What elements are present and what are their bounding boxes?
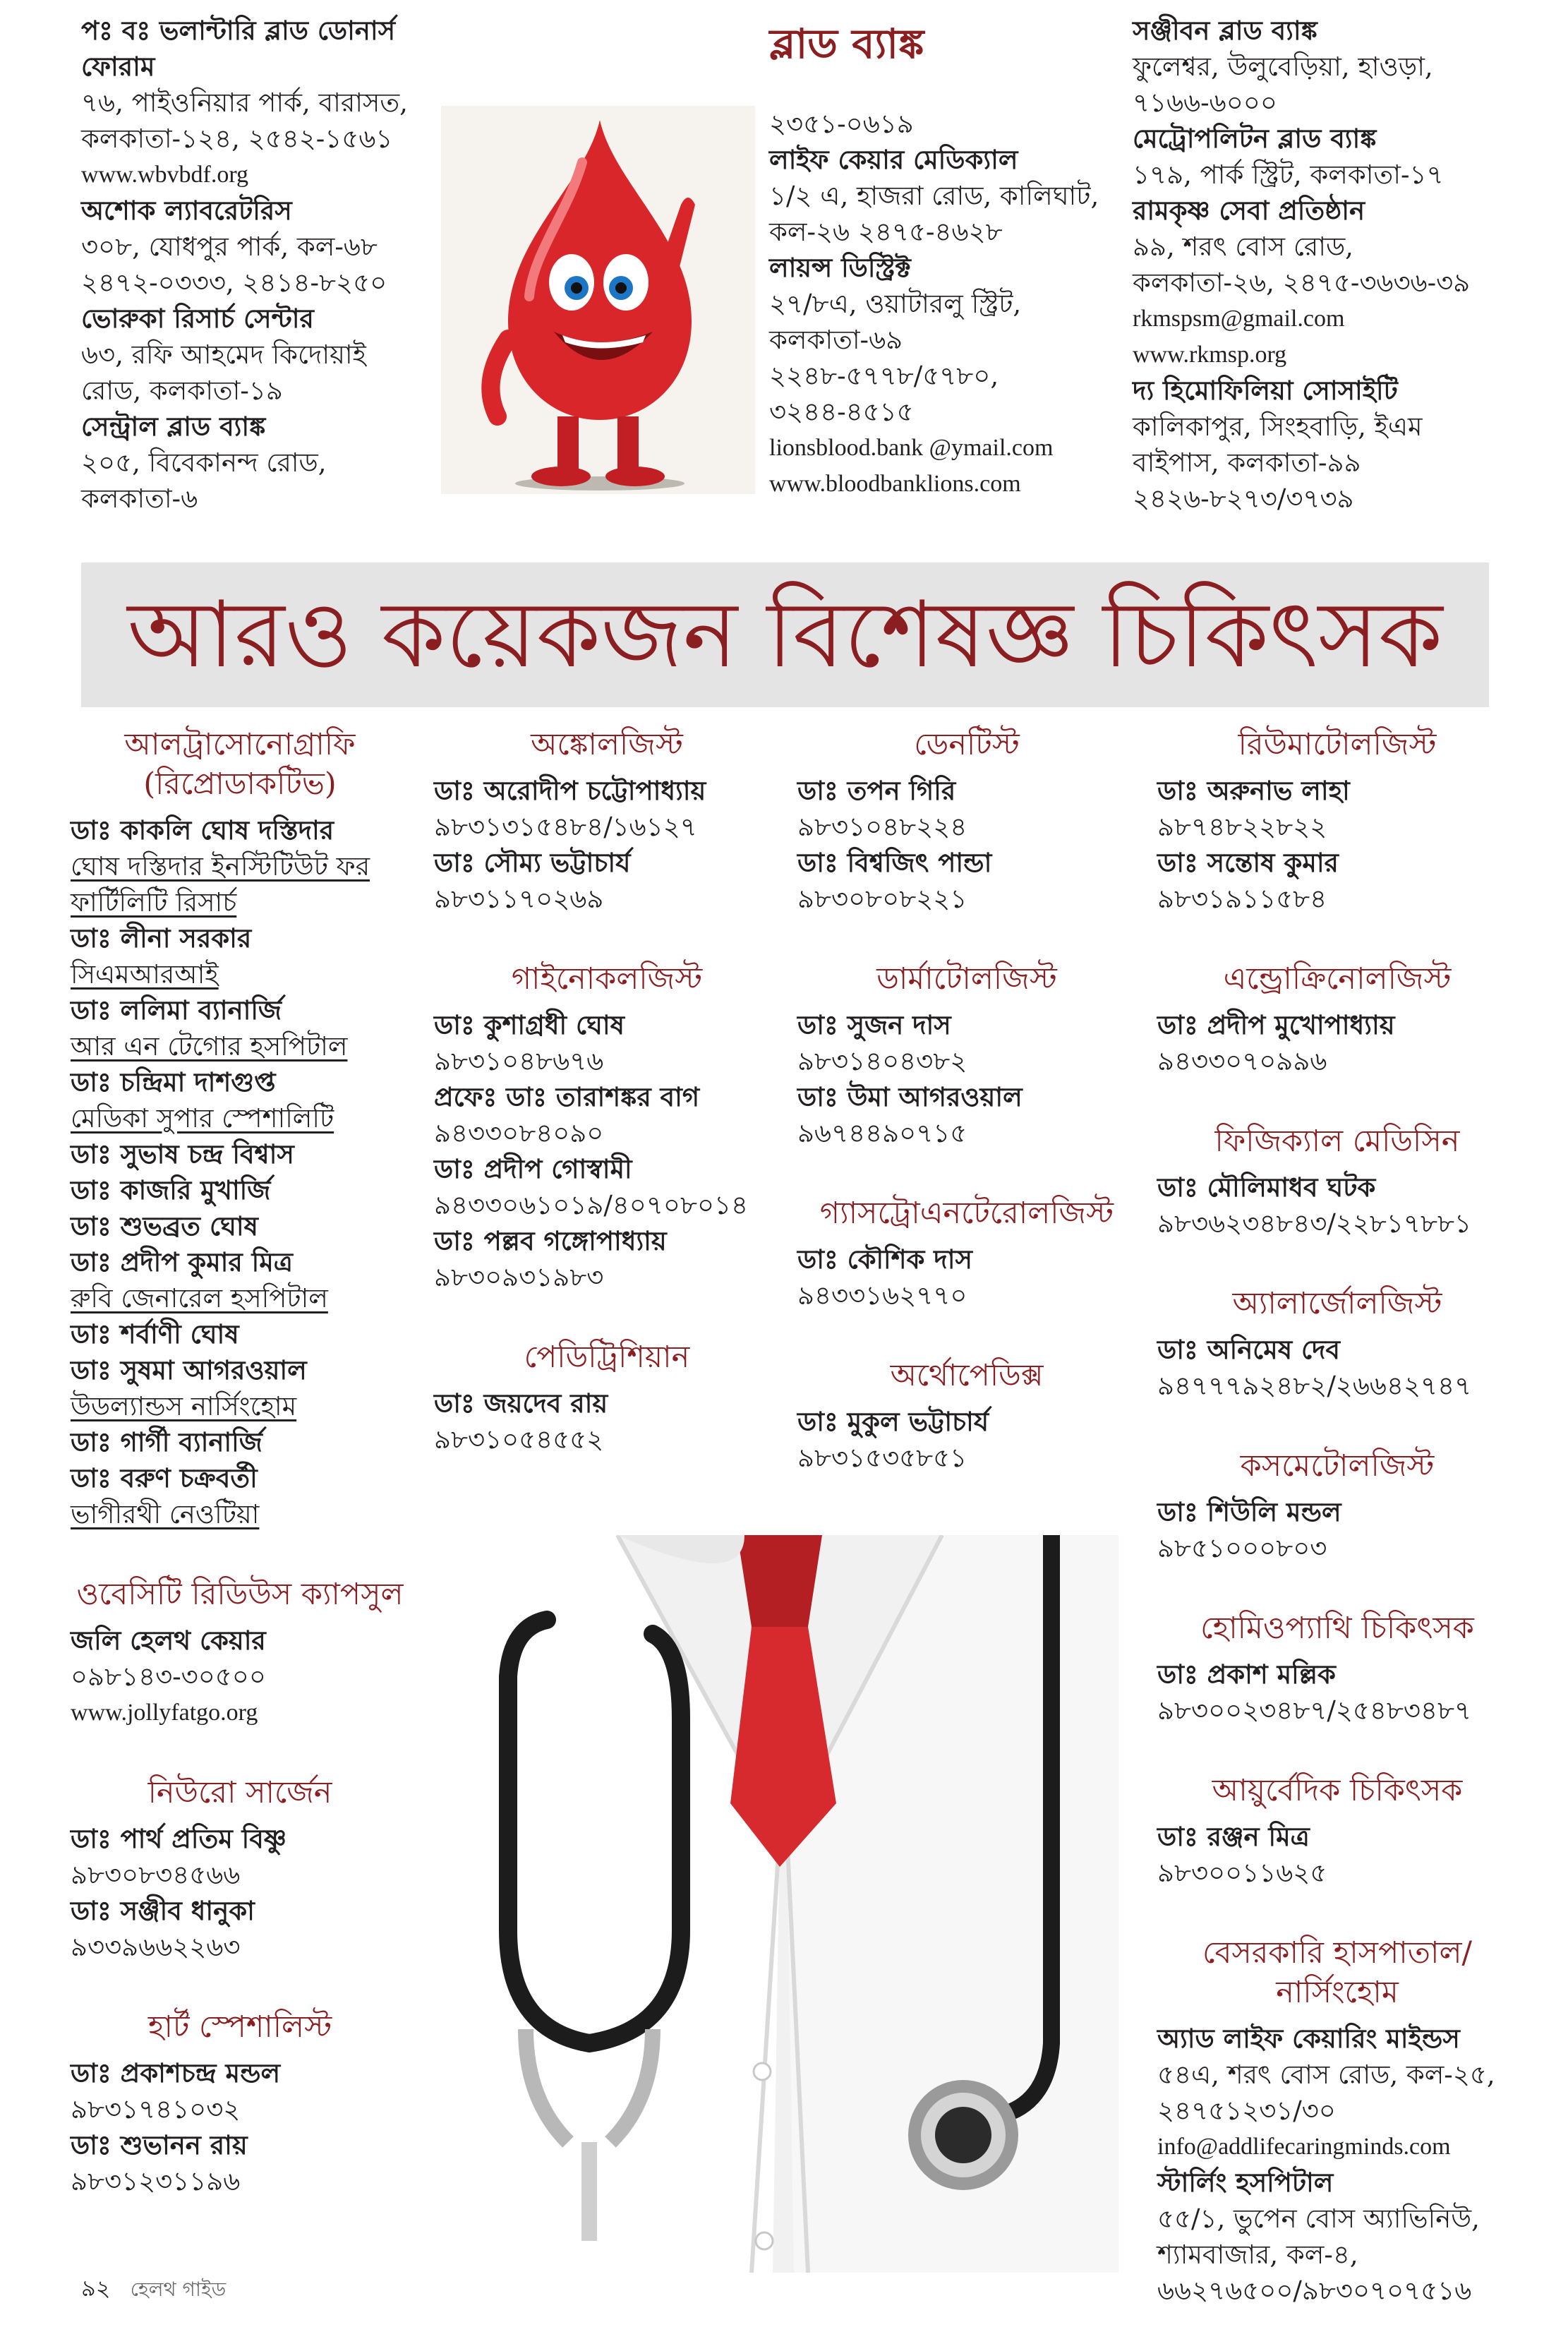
entry-name: পঃ বঃ ভলান্টারি ব্লাড ডোনার্স ফোরাম: [81, 15, 396, 82]
specialists-col-4: [1157, 725, 1517, 2351]
entry-detail: ৭৬, পাইওনিয়ার পার্ক, বারাসত, কলকাতা-১২৪, ২৫৪২-১৫৬১: [81, 88, 408, 154]
entry-name: ডাঃ শর্বাণী ঘোষ: [71, 1318, 239, 1349]
entry-name: ডাঃ পার্থ প্রতিম বিষ্ণু: [71, 1823, 287, 1854]
specialty-section: [71, 1575, 409, 1731]
magazine-name: হেলথ গাইড: [130, 2278, 227, 2301]
entry-detail: ৯৮৩১০৪৮৬৭৬: [434, 1046, 604, 1076]
entry-detail: ৯৪৩৩০৭০৯৯৬: [1157, 1046, 1327, 1076]
entry-detail: ৯৪৭৭৭৯২৪৮২/২৬৬৪২৭৪৭: [1157, 1371, 1472, 1401]
entry-name: ডাঃ অরুনাভ লাহা: [1157, 775, 1350, 806]
specialty-heading: ওবেসিটি রিডিউস ক্যাপসুল: [76, 1577, 404, 1612]
entry-name: ডাঃ সন্তোষ কুমার: [1157, 847, 1339, 878]
entry-name: ডাঃ রঞ্জন মিত্র: [1157, 1821, 1310, 1852]
specialty-section: [1157, 1446, 1517, 1566]
specialty-section: [1157, 1122, 1517, 1241]
specialty-heading: গ্যাসট্রোএনটেরোলজিস্ট: [819, 1196, 1114, 1231]
entry-detail: ৯৮৩১৩১৫৪৮৪/১৬১২৭: [434, 812, 697, 842]
entry-detail: ০৯৮১৪৩-৩০৫০০: [71, 1661, 266, 1692]
entry-name: ডাঃ প্রদীপ কুমার মিত্র: [71, 1246, 293, 1277]
entry-link: rkmspsm@gmail.com: [1133, 306, 1345, 332]
entry-name: সেন্ট্রাল ব্লাড ব্যাঙ্ক: [81, 411, 266, 442]
entry-detail: ৯৬৭৪৪৯০৭১৫: [797, 1118, 967, 1148]
entry-institution: ঘোষ দস্তিদার ইনস্টিটিউট ফর ফার্টিলিটি রিসার্চ: [71, 851, 370, 918]
specialty-heading: নিউরো সার্জেন: [147, 1775, 332, 1810]
entry-name: মেট্রোপলিটন ব্লাড ব্যাঙ্ক: [1133, 123, 1377, 154]
entry-name: ডাঃ মুকুল ভট্টাচার্য: [797, 1406, 989, 1437]
entry-detail: ২০৫, বিবেকানন্দ রোড, কলকাতা-৬: [81, 447, 327, 514]
entry-detail: ২৩৫১-০৬১৯: [769, 109, 914, 139]
entry-detail: ৯৮৩১০৪৮২২৪: [797, 812, 967, 842]
entry-name: ডাঃ লীনা সরকার: [71, 922, 252, 954]
entry-name: ডাঃ শিউলি মন্ডল: [1157, 1496, 1341, 1527]
specialists-col-2: [434, 725, 780, 1500]
entry-name: ডাঃ বরুণ চক্রবর্তী: [71, 1462, 258, 1493]
specialty-section: [71, 725, 409, 1532]
entry-detail: ৯৮৩০০২৩৪৮৭/২৫৪৮৩৪৮৭: [1157, 1695, 1472, 1726]
entry-name: ভোরুকা রিসার্চ সেন্টার: [81, 303, 314, 334]
specialty-heading: হার্ট স্পেশালিস্ট: [147, 2009, 332, 2045]
entry-institution: আর এন টেগোর হসপিটাল: [71, 1031, 348, 1062]
entry-institution: ভাগীরথী নেওটিয়া: [71, 1499, 260, 1529]
entry-detail: ৯৪৩৩১৬২৭৭০: [797, 1280, 967, 1311]
entry-name: লাইফ কেয়ার মেডিক্যাল: [769, 144, 1018, 175]
entry-detail: ১৭৯, পার্ক স্ট্রিট, কলকাতা-১৭: [1133, 160, 1444, 190]
specialty-heading: বেসরকারি হাসপাতাল/নার্সিংহোম: [1202, 1935, 1472, 2010]
entry-detail: ৯৮৫১০০০৮০৩: [1157, 1533, 1327, 1563]
specialty-section: [797, 725, 1136, 917]
specialty-heading: কসমেটোলজিস্ট: [1240, 1448, 1435, 1484]
entry-name: ডাঃ প্রদীপ গোস্বামী: [434, 1153, 632, 1184]
page-footer: [81, 2274, 226, 2304]
entry-name: ডাঃ প্রকাশচন্দ্র মন্ডল: [71, 2057, 281, 2088]
blood-bank-title: ব্লাড ব্যাঙ্ক: [769, 20, 924, 68]
entry-name: ডাঃ সুষমা আগরওয়াল: [71, 1354, 307, 1385]
entry-name: ডাঃ সৌম্য ভট্টাচার্য: [434, 847, 631, 878]
entry-name: লায়ন্স ডিস্ট্রিক্ট: [769, 252, 911, 283]
entry-name: স্টার্লিং হসপিটাল: [1157, 2167, 1334, 2198]
entry-link: lionsblood.bank @ymail.com: [769, 435, 1054, 461]
entry-detail: ৯৮৩১৯১১৫৮৪: [1157, 884, 1327, 914]
entry-name: ডাঃ কৌশিক দাস: [797, 1244, 972, 1275]
main-title: আরও কয়েকজন বিশেষজ্ঞ চিকিৎসক: [127, 581, 1443, 688]
entry-name: ডাঃ বিশ্বজিৎ পান্ডা: [797, 847, 992, 878]
specialty-section: [1157, 1284, 1517, 1404]
entry-detail: ৯৮৩১১৭০২৬৯: [434, 884, 604, 914]
entry-detail: ৩০৮, যোধপুর পার্ক, কল-৬৮ ২৪৭২-০৩৩৩, ২৪১৪-৮২৫০: [81, 232, 387, 298]
entry-name: ডাঃ অরোদীপ চট্টোপাধ্যায়: [434, 775, 706, 806]
entry-detail: ৯৮৩০৮৩৪৫৬৬: [71, 1860, 241, 1890]
entry-name: অশোক ল্যাবরেটরিস: [81, 195, 292, 226]
page-number: ৯২: [81, 2275, 111, 2302]
specialty-heading: ডার্মাটোলজিস্ট: [876, 961, 1057, 997]
entry-name: ডাঃ তপন গিরি: [797, 775, 956, 806]
entry-name: ডাঃ কাজরি মুখার্জি: [71, 1174, 271, 1205]
entry-name: ডাঃ সুজন দাস: [797, 1009, 951, 1040]
entry-detail: ৯৮৩৬২৩৪৮৪৩/২২৮১৭৮৮১: [1157, 1208, 1472, 1239]
specialty-section: [1157, 725, 1517, 917]
entry-detail: ৯৮৩০৯৩১৯৮৩: [434, 1262, 604, 1292]
doctor-stethoscope-image: [441, 1535, 1118, 2273]
specialty-heading: এন্ড্রোক্রিনোলজিস্ট: [1223, 961, 1452, 997]
entry-detail: ৫৫/১, ভুপেন বোস অ্যাভিনিউ, শ্যামবাজার, কল-৪, ৬৬২৭৬৫০০/৯৮৩০৭০৭৫১৬: [1157, 2203, 1480, 2306]
entry-detail: ৯৮৩১০৫৪৫৫২: [434, 1424, 604, 1455]
entry-detail: ৯৮৩১৪০৪৩৮২: [797, 1046, 967, 1076]
entry-link: www.bloodbanklions.com: [769, 471, 1021, 497]
specialty-heading: গাইনোকলজিস্ট: [511, 961, 703, 997]
specialty-section: [797, 959, 1136, 1151]
entry-detail: ১/২ এ, হাজরা রোড, কালিঘাট, কল-২৬ ২৪৭৫-৪৬২৮: [769, 181, 1099, 247]
entry-link: www.jollyfatgo.org: [71, 1700, 258, 1726]
specialty-section: [1157, 1609, 1517, 1728]
specialty-section: [71, 1773, 409, 1965]
entry-detail: ২৭/৮এ, ওয়াটারলু স্ট্রিট, কলকাতা-৬৯ ২২৪৮-৫৭৭৮/৫৭৮০, ৩২৪৪-৪৫১৫: [769, 289, 1022, 427]
entry-name: অ্যাড লাইফ কেয়ারিং মাইন্ডস: [1157, 2023, 1460, 2054]
entry-name: ডাঃ অনিমেষ দেব: [1157, 1334, 1341, 1365]
entry-name: ডাঃ প্রকাশ মল্লিক: [1157, 1659, 1336, 1690]
entry-detail: ৯৪৩৩০৬১০১৯/৪০৭০৮০১৪: [434, 1190, 749, 1220]
entry-name: ডাঃ কাকলি ঘোষ দস্তিদার: [71, 814, 334, 846]
entry-name: রামকৃষ্ণ সেবা প্রতিষ্ঠান: [1133, 195, 1365, 226]
specialty-section: [434, 1337, 780, 1457]
entry-detail: ৯৮৩১২৩১১৯৬: [71, 2166, 241, 2196]
entry-name: ডাঃ মৌলিমাধব ঘটক: [1157, 1172, 1376, 1203]
entry-name: প্রফেঃ ডাঃ তারাশঙ্কর বাগ: [434, 1081, 700, 1112]
entry-name: ডাঃ প্রদীপ মুখোপাধ্যায়: [1157, 1009, 1395, 1040]
entry-detail: ৯৪৩৩০৮৪০৯০: [434, 1118, 604, 1148]
specialty-heading: ডেনটিস্ট: [914, 727, 1020, 762]
specialty-section: [71, 2007, 409, 2199]
entry-institution: সিএমআরআই: [71, 959, 219, 990]
entry-institution: রুবি জেনারেল হসপিটাল: [71, 1283, 328, 1313]
entry-name: ডাঃ পল্লব গঙ্গোপাধ্যায়: [434, 1225, 667, 1256]
entry-name: ডাঃ কুশাগ্রধী ঘোষ: [434, 1009, 625, 1040]
blood-bank-col-3: [1133, 13, 1489, 517]
entry-link: info@addlifecaringminds.com: [1157, 2134, 1451, 2160]
entry-detail: ৯৮৩০৮০৮২২১: [797, 884, 967, 914]
entry-name: দ্য হিমোফিলিয়া সোসাইটি: [1133, 375, 1398, 406]
entry-name: ডাঃ গার্গী ব্যানার্জি: [71, 1426, 263, 1457]
specialty-heading: রিউমাটোলজিস্ট: [1238, 727, 1437, 762]
specialists-col-1: [71, 725, 409, 2242]
specialty-section: [434, 959, 780, 1295]
entry-link: www.rkmsp.org: [1133, 342, 1287, 368]
specialty-heading: হোমিওপ্যাথি চিকিৎসক: [1200, 1611, 1474, 1646]
blood-bank-col-1: [81, 13, 430, 517]
blood-drop-mascot: [441, 106, 755, 494]
specialty-section: [797, 1356, 1136, 1476]
specialty-section: [1157, 1933, 1517, 2309]
specialty-heading: আয়ুর্বেদিক চিকিৎসক: [1212, 1773, 1463, 1808]
blood-bank-col-2: [769, 106, 1115, 502]
specialty-section: [434, 725, 780, 917]
entry-name: ডাঃ শুভব্রত ঘোষ: [71, 1210, 258, 1241]
entry-name: ডাঃ জয়দেব রায়: [434, 1388, 608, 1419]
entry-detail: কালিকাপুর, সিংহবাড়ি, ইএম বাইপাস, কলকাতা-৯৯ ২৪২৬-৮২৭৩/৩৭৩৯: [1133, 411, 1423, 514]
entry-name: ডাঃ সঞ্জীব ধানুকা: [71, 1895, 255, 1926]
entry-detail: ৯৮৩১৭৪১০৩২: [71, 2094, 241, 2124]
entry-detail: ৯৮৩১৫৩৫৮৫১: [797, 1443, 967, 1473]
entry-link: www.wbvbdf.org: [81, 162, 249, 188]
specialty-section: [1157, 959, 1517, 1079]
entry-name: ডাঃ ললিমা ব্যানার্জি: [71, 994, 282, 1026]
entry-name: ডাঃ চন্দ্রিমা দাশগুপ্ত: [71, 1066, 276, 1098]
specialty-section: [797, 1193, 1136, 1313]
specialty-heading: ফিজিক্যাল মেডিসিন: [1214, 1124, 1460, 1159]
entry-name: ডাঃ উমা আগরওয়াল: [797, 1081, 1023, 1112]
entry-detail: ৫৪এ, শরৎ বোস রোড, কল-২৫, ২৪৭৫১২৩১/৩০: [1157, 2060, 1495, 2126]
entry-name: জলি হেলথ কেয়ার: [71, 1625, 266, 1656]
entry-institution: উডল্যান্ডস নার্সিংহোম: [71, 1391, 297, 1421]
entry-detail: ফুলেশ্বর, উলুবেড়িয়া, হাওড়া, ৭১৬৬-৬০০০: [1133, 52, 1433, 118]
entry-detail: ৯৩৩৯৬৬২২৬৩: [71, 1932, 241, 1962]
specialty-heading: অঙ্কোলজিস্ট: [531, 727, 683, 762]
specialists-col-3: [797, 725, 1136, 1518]
entry-detail: ৯৮৩০০১১৬২৫: [1157, 1858, 1327, 1888]
entry-name: ডাঃ সুভাষ চন্দ্র বিশ্বাস: [71, 1138, 294, 1170]
specialty-heading: অর্থোপেডিক্স: [890, 1358, 1044, 1393]
specialty-heading: আলট্রাসোনোগ্রাফি (রিপ্রোডাকটিভ): [124, 727, 356, 802]
entry-detail: ৯৯, শরৎ বোস রোড, কলকাতা-২৬, ২৪৭৫-৩৬৩৬-৩৯: [1133, 232, 1471, 298]
entry-detail: ৯৮৭৪৮২২৮২২: [1157, 812, 1327, 842]
specialty-heading: অ্যালার্জোলজিস্ট: [1232, 1286, 1442, 1321]
entry-name: ডাঃ শুভানন রায়: [71, 2129, 248, 2160]
specialty-heading: পেডিট্রিশিয়ান: [524, 1340, 690, 1375]
entry-name: সঞ্জীবন ব্লাড ব্যাঙ্ক: [1133, 15, 1317, 46]
entry-institution: মেডিকা সুপার স্পেশালিটি: [71, 1103, 334, 1134]
specialty-section: [1157, 1771, 1517, 1891]
entry-detail: ৬৩, রফি আহমেদ কিদোয়াই রোড, কলকাতা-১৯: [81, 339, 366, 406]
